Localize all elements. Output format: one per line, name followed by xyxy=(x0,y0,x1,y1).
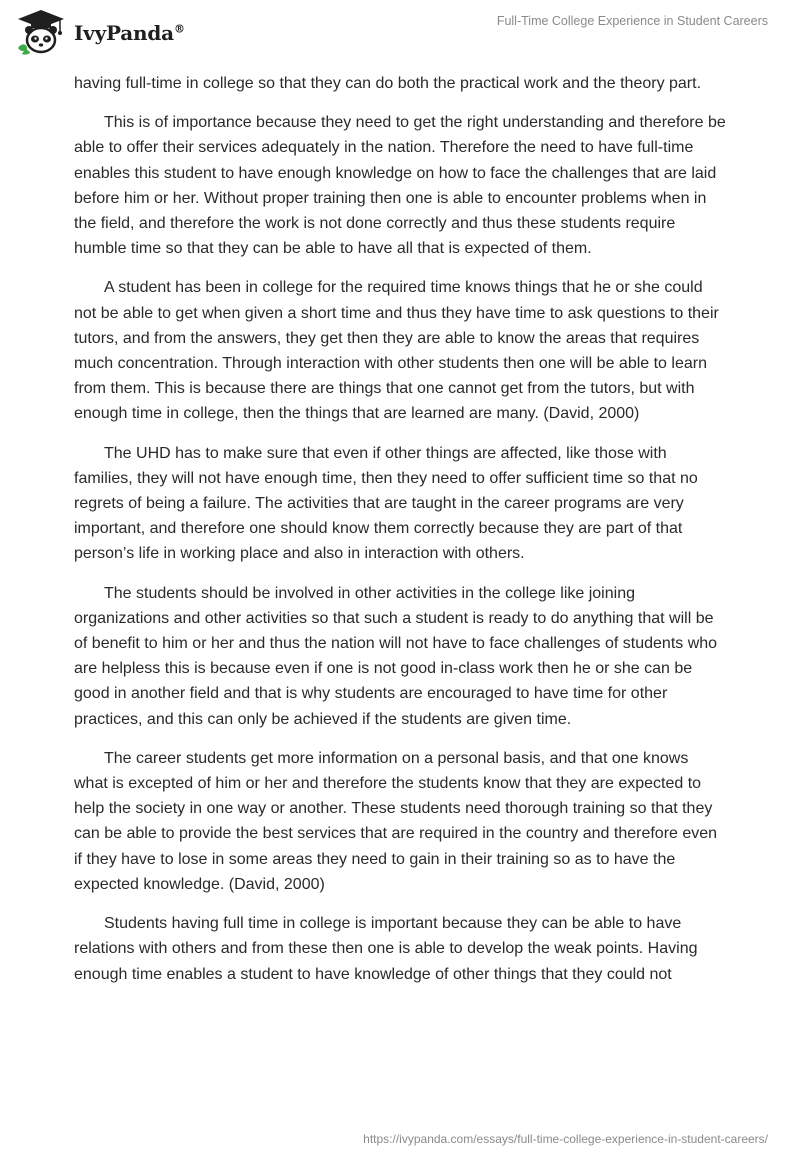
paragraph: having full-time in college so that they can do both the practical work and the theory part. xyxy=(74,75,702,92)
paragraph: Students having full time in college is important because they can be able to have relations with others and from these then one is able to develop the weak points. Having enough time enables a student to have knowledge of other things that they could not xyxy=(74,915,698,983)
essay-body xyxy=(74,71,726,1001)
paragraph: The UHD has to make sure that even if other things are affected, like those with families, they will not have enough time, then they need to offer sufficient time so that no regrets of being a failure. The activities that are taught in the career programs are very important, and therefore one should know them correctly because they are part of that person’s life in working place and also in interaction with others. xyxy=(74,444,698,563)
source-url-link[interactable]: https://ivypanda.com/essays/full-time-college-experience-in-student-careers/ xyxy=(363,1132,768,1146)
brand-name: IvyPanda® xyxy=(74,21,185,45)
document-title: Full-Time College Experience in Student Careers xyxy=(496,14,768,28)
ivypanda-logo[interactable] xyxy=(14,8,185,56)
paragraph: The career students get more information on a personal basis, and that one knows what is excepted of him or her and therefore the students know that they are expected to help the society in one way or another. These students need thorough training so that they can be able to provide the best services that are required in the country and therefore even if they have to lose in some areas they need to gain in their training so as to have the expected knowledge. (David, 2000) xyxy=(74,749,718,893)
page-header xyxy=(0,0,800,64)
paragraph: The students should be involved in other activities in the college like joining organizations and other activities so that such a student is ready to do anything that will be of benefit to him or her and thus the nation will not have to face challenges of students who are helpless this is because even if one is not good in-class work then he or she can be good in another field and that is why students are encouraged to have time for other practices, and this can only be achieved if the students are given time. xyxy=(74,584,718,728)
panda-graduate-icon xyxy=(14,8,68,56)
paragraph: This is of importance because they need to get the right understanding and therefore be able to offer their services adequately in the nation. Therefore the need to have full-time enables this student to have enough knowledge on how to face the challenges that are laid before him or her. Without proper training then one is able to encounter problems when in the field, and therefore the work is not done correctly and thus these students require humble time so that they can be able to have all that is expected of them. xyxy=(74,114,726,258)
paragraph: A student has been in college for the required time knows things that he or she could not be able to get when given a short time and thus they have time to ask questions to their tutors, and from the answers, they get then they are able to know the areas that requires much concentration. Through interaction with other students then one will be able to learn from them. This is because there are things that one cannot get from the tutors, but with enough time in college, then the things that are learned are many. (David, 2000) xyxy=(74,279,719,423)
